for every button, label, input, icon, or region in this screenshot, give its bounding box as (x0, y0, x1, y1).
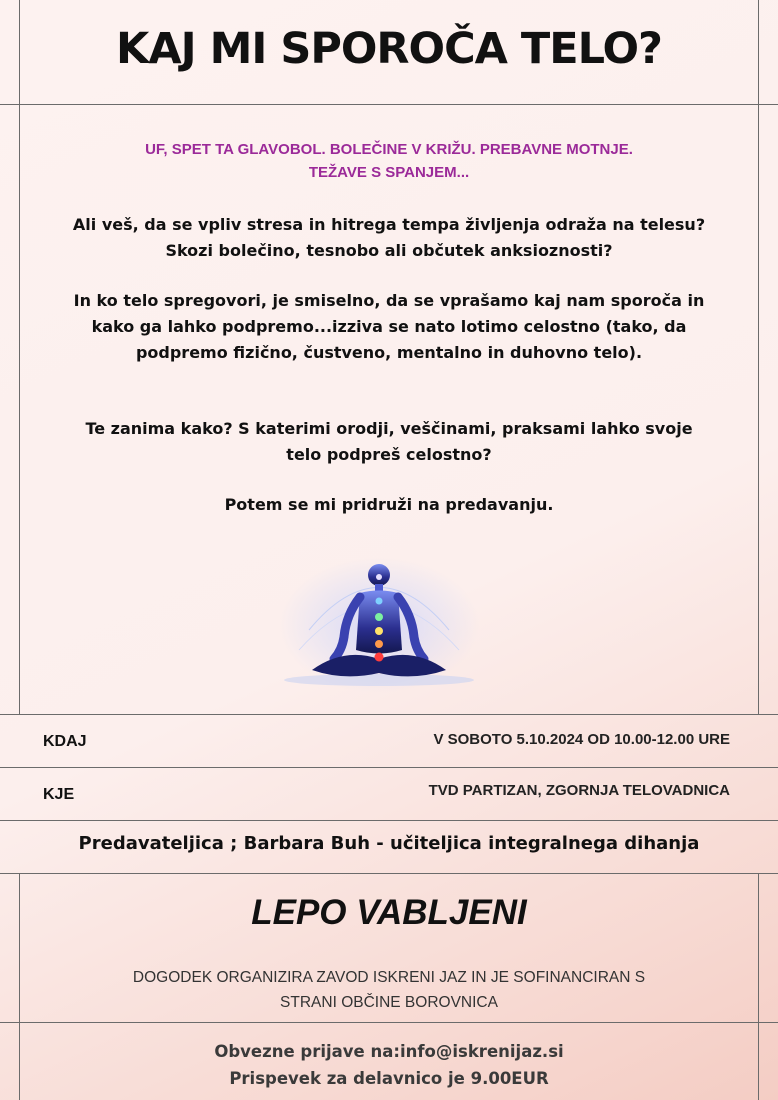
fee-text: Prispevek za delavnico je 9.00EUR (229, 1069, 549, 1088)
paragraph-body-line-2: kako ga lahko podpremo...izziva se nato lotimo celostno (tako, da (91, 317, 687, 336)
divider-lecturer-top (0, 820, 778, 821)
registration-text: Obvezne prijave na:info@iskrenijaz.si (214, 1042, 564, 1061)
footer-info (0, 1038, 778, 1092)
organizer-line-1: DOGODEK ORGANIZIRA ZAVOD ISKRENI JAZ IN JE SOFINANCIRAN S (132, 969, 646, 986)
when-label: KDAJ (43, 733, 87, 750)
paragraph-invite: Potem se mi pridruži na predavanju. (224, 495, 554, 514)
symptoms-line-2: TEŽAVE S SPANJEM... (308, 164, 470, 181)
paragraph-body-line-3: podpremo fizično, čustveno, mentalno in duhovno telo). (135, 343, 643, 362)
paragraph-question-line-2: telo podpreš celostno? (286, 445, 492, 464)
where-value: TVD PARTIZAN, ZGORNJA TELOVADNICA (428, 782, 730, 799)
divider-where-top (0, 767, 778, 768)
paragraph-question-line-1: Te zanima kako? S katerimi orodji, veščinami, praksami lahko svoje (85, 419, 693, 438)
paragraph-stress-line-2: Skozi bolečino, tesnobo ali občutek anksioznosti? (165, 241, 613, 260)
paragraph-stress-line-1: Ali veš, da se vpliv stresa in hitrega tempa življenja odraža na telesu? (72, 215, 706, 234)
frame-right-body (758, 104, 759, 714)
divider-lecturer-bottom (0, 873, 778, 874)
paragraph-stress (40, 212, 738, 264)
meditation-figure-icon (264, 555, 494, 695)
symptoms-text (60, 138, 718, 184)
organizer-line-2: STRANI OBČINE BOROVNICA (280, 994, 498, 1011)
symptoms-line-1: UF, SPET TA GLAVOBOL. BOLEČINE V KRIŽU. PREBAVNE MOTNJE. (145, 141, 633, 158)
page-title: KAJ MI SPOROČA TELO? (116, 24, 662, 74)
paragraph-body-speaks (40, 288, 738, 366)
divider-header (0, 104, 778, 105)
welcome-heading: LEPO VABLJENI (251, 893, 527, 932)
frame-left-body (19, 104, 20, 714)
lecturer-text: Predavateljica ; Barbara Buh - učiteljica integralnega dihanja (78, 833, 700, 854)
divider-footer-top (0, 1022, 778, 1023)
where-label: KJE (43, 786, 75, 803)
paragraph-body-line-1: In ko telo spregovori, je smiselno, da se vprašamo kaj nam sporoča in (73, 291, 705, 310)
paragraph-question (40, 416, 738, 468)
organizer-text (90, 965, 688, 1015)
divider-when-top (0, 714, 778, 715)
when-value: V SOBOTO 5.10.2024 OD 10.00-12.00 URE (433, 731, 730, 748)
